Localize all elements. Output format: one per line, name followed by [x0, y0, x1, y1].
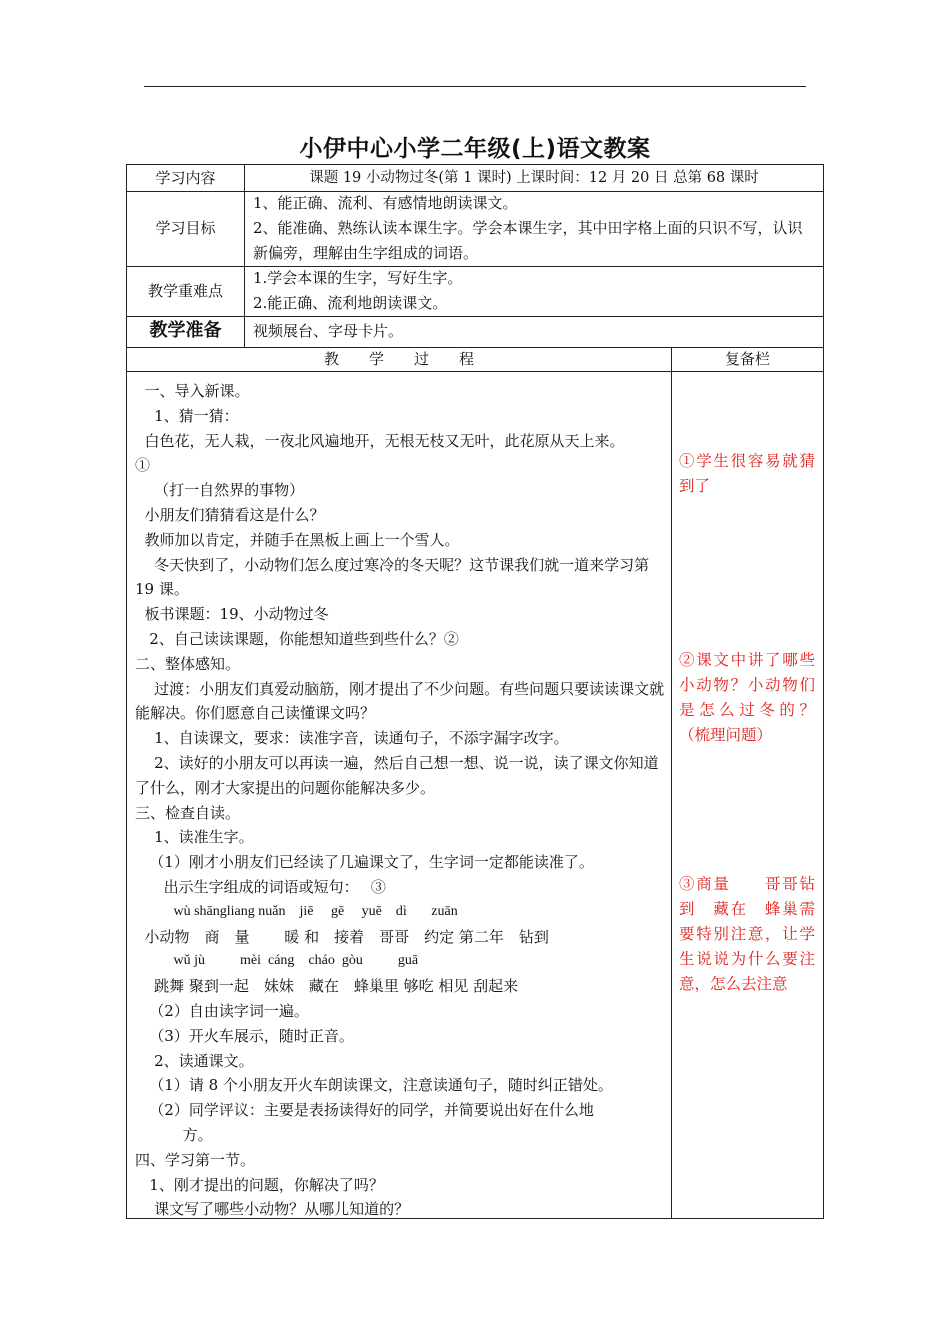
process-line: （3）开火车展示，随时正音。	[135, 1026, 354, 1045]
content-label: 学习内容	[155, 169, 216, 187]
row-divider	[127, 316, 823, 317]
col-divider	[244, 165, 245, 347]
process-line: 2、读好的小朋友可以再读一遍，然后自己想一想、说一说，读了课文你知道了什么，刚才大家提出的问题你能解决多少。	[135, 753, 659, 797]
note-2: ②课文中讲了哪些小动物？小动物们是怎么过冬的？（梳理问题）	[679, 651, 815, 744]
col-divider	[671, 347, 672, 1219]
focus-label: 教学重难点	[147, 282, 223, 300]
goal-line: 2、能准确、熟练认读本课生字。学会本课生字，其中田字格上面的只识不写，认识新偏旁，理解由生字组成的词语。	[253, 219, 803, 262]
process-line: 小朋友们猜猜看这是什么？	[135, 505, 325, 524]
notes-header: 复备栏	[724, 350, 770, 368]
process-line: 1、猜一猜：	[135, 406, 239, 425]
teaching-process	[135, 379, 665, 1222]
prep-label: 教学准备	[149, 320, 222, 341]
goals-text	[253, 191, 815, 266]
process-line: （1）请 8 个小朋友开火车朗读课文，注意读通句子，随时纠正错处。	[135, 1076, 613, 1095]
process-line: 小动物 商 量 暖 和 接着 哥哥 约定 第二年 钻到	[135, 927, 549, 946]
prep-value: 视频展台、字母卡片。	[253, 322, 404, 340]
focus-line: 1.学会本课的生字，写好生字。	[253, 269, 463, 287]
process-line: （打一自然界的事物）	[135, 481, 305, 500]
process-line: 三、检查自读。	[135, 803, 241, 822]
process-line: （1）刚才小朋友们已经读了几遍课文了，生字词一定都能读准了。	[135, 853, 594, 872]
goal-line: 1、能正确、流利、有感情地朗读课文。	[253, 194, 518, 212]
goals-label: 学习目标	[155, 219, 216, 237]
process-header: 教 学 过 程	[323, 350, 474, 368]
process-line: （2）自由读字词一遍。	[135, 1001, 309, 1020]
process-line: 2、读通课文。	[135, 1051, 254, 1070]
process-line: 教师加以肯定，并随手在黑板上画上一个雪人。	[135, 530, 460, 549]
process-line: 跳舞 聚到一起 妹妹 藏在 蜂巢里 够吃 相见 刮起来	[135, 977, 519, 996]
process-line: 四、学习第一节。	[135, 1150, 256, 1169]
process-line: 1、刚才提出的问题，你解决了吗？	[135, 1175, 384, 1194]
header-rule	[144, 86, 806, 87]
focus-line: 2.能正确、流利地朗读课文。	[253, 294, 448, 312]
process-line: 二、整体感知。	[135, 654, 241, 673]
page-title: 小伊中心小学二年级(上)语文教案	[299, 136, 651, 162]
content-value: 课题 19 小动物过冬(第 1 课时) 上课时间：12 月 20 日 总第 68 课时	[309, 170, 759, 186]
process-line: 课文写了哪些小动物？从哪儿知道的？	[135, 1200, 410, 1219]
process-line: 方。	[135, 1125, 213, 1144]
process-line: 一、导入新课。	[135, 382, 250, 400]
process-line: 冬天快到了，小动物们怎么度过寒冷的冬天呢？这节课我们就一道来学习第 19 课。	[135, 555, 654, 599]
process-line: 过渡：小朋友们真爱动脑筋，刚才提出了不少问题。有些问题只要读读课文就能解决。你们愿意自己读懂课文吗？	[135, 679, 665, 723]
process-line: （2）同学评议：主要是表扬读得好的同学，并简要说出好在什么地	[135, 1101, 594, 1120]
lesson-plan-table	[126, 164, 824, 1219]
process-line: 出示生字组成的词语或短句： ③	[135, 877, 386, 896]
note-3: ③商量 哥哥钻到 藏在 蜂巢需要特别注意，让学生说说为什么要注意，怎么去注意	[679, 875, 815, 993]
process-line: 2、自己读读课题，你能想知道些到些什么？②	[135, 629, 459, 648]
process-line: 1、读准生字。	[135, 828, 254, 847]
process-line: 板书课题：19、小动物过冬	[135, 605, 329, 624]
pinyin-line: wǔ jù mèi cáng cháo gòu guā	[135, 953, 419, 969]
pinyin-line: wù shāngliang nuǎn jiē gē yuē dì zuān	[135, 903, 458, 919]
process-line: 1、自读课文，要求：读准字音，读通句子，不添字漏字改字。	[135, 729, 569, 748]
process-line: 白色花，无人栽，一夜北风遍地开，无根无枝又无叶，此花原从天上来。 ①	[135, 431, 663, 475]
note-1: ①学生很容易就猜到了	[679, 452, 815, 495]
focus-text	[253, 266, 815, 316]
